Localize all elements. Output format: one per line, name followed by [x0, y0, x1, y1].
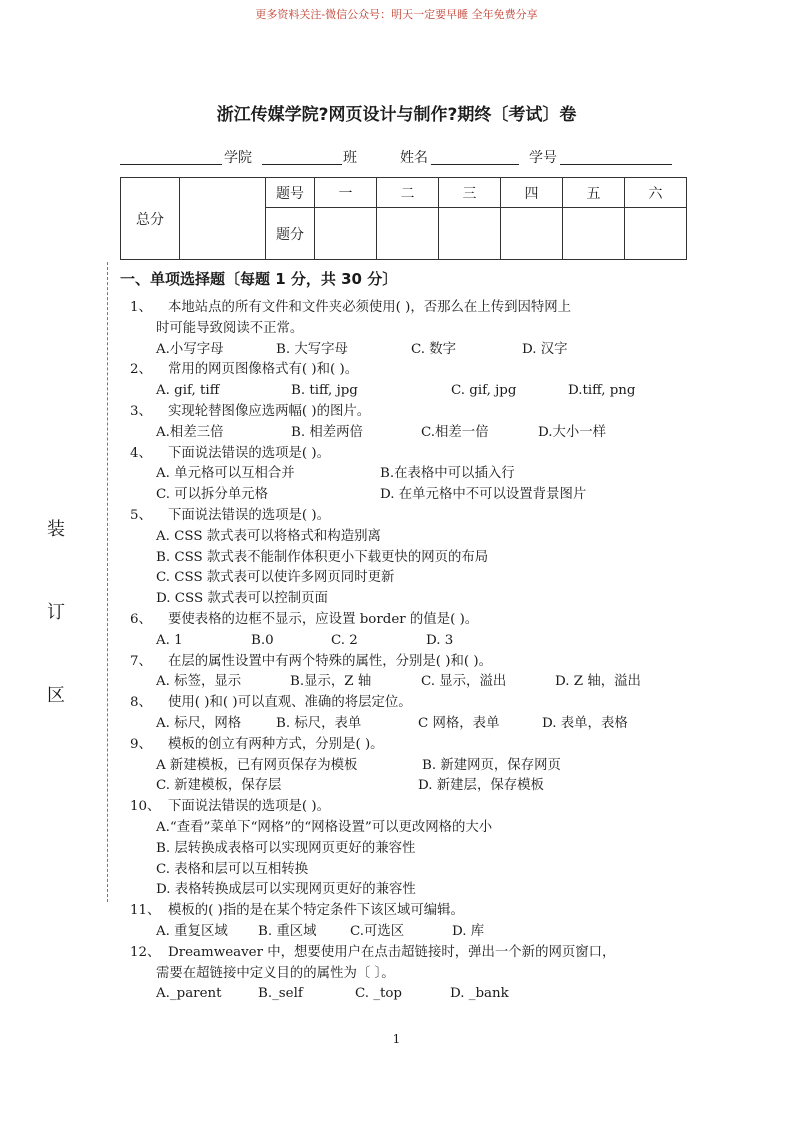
score-cell: [563, 208, 625, 260]
option: B. tiff, jpg: [291, 383, 358, 399]
question-list: [130, 298, 690, 1005]
option: D. 表格转换成层可以实现网页更好的兼容性: [156, 882, 416, 898]
score-cell: [439, 208, 501, 260]
option: C. 新建模板，保存层: [156, 778, 282, 794]
option: D. 库: [452, 923, 485, 939]
option: B. 新建网页，保存网页: [422, 757, 561, 773]
section-title: 一、单项选择题〔每题 1 分，共 30 分〕: [120, 270, 398, 288]
option: A._parent: [156, 986, 222, 1002]
option-row: [130, 568, 690, 589]
option: A. CSS 款式表可以将格式和构造别离: [156, 528, 381, 544]
option: D.大小一样: [538, 424, 607, 440]
option: D. 3: [426, 632, 454, 648]
option: C. 可以拆分单元格: [156, 487, 269, 503]
option: C. _top: [355, 986, 402, 1002]
question-number: 3、: [130, 403, 152, 419]
question-text: 要使表格的边框不显示，应设置 border 的值是( )。: [168, 611, 479, 627]
question-item: [130, 735, 690, 797]
option-row: [130, 714, 690, 735]
option-row: [130, 776, 690, 797]
option-row: [130, 818, 690, 839]
name-label: 姓名: [400, 150, 428, 166]
option-row: [130, 984, 690, 1005]
option: D. 新建层，保存模板: [418, 778, 544, 794]
class-label: 班: [343, 150, 357, 166]
option: B. 相差两倍: [291, 424, 363, 440]
question-item: [130, 610, 690, 652]
question-number: 10、: [130, 799, 161, 815]
question-number: 9、: [130, 736, 152, 752]
name-blank: [431, 164, 519, 165]
class-blank: [262, 164, 342, 165]
option-row: [130, 839, 690, 860]
question-number: 7、: [130, 653, 152, 669]
option: D. 在单元格中不可以设置背景图片: [380, 487, 587, 503]
page-number: 1: [392, 1032, 401, 1046]
option: C. 表格和层可以互相转换: [156, 861, 309, 877]
question-number: 12、: [130, 944, 161, 960]
question-text: Dreamweaver 中，想要使用户在点击超链接时，弹出一个新的网页窗口，: [168, 944, 616, 960]
option-row: [130, 464, 690, 485]
binding-char: 订: [47, 602, 65, 623]
score-cell: [315, 208, 377, 260]
option: A. 重复区域: [156, 923, 228, 939]
score-cell: [377, 208, 439, 260]
question-number: 4、: [130, 445, 152, 461]
question-text: 下面说法错误的选项是( )。: [168, 445, 331, 461]
student-id-label: 学号: [529, 150, 557, 166]
score-cell: [501, 208, 563, 260]
exam-title: 浙江传媒学院?网页设计与制作?期终〔考试〕卷: [216, 105, 577, 125]
question-item: [130, 360, 690, 402]
question-item: [130, 797, 690, 901]
col-header: 二: [377, 178, 439, 208]
option-row: [130, 672, 690, 693]
option-row: [130, 756, 690, 777]
option: A 新建模板，已有网页保存为模板: [156, 757, 358, 773]
question-text: 使用( )和( )可以直观、准确的将层定位。: [168, 695, 412, 711]
col-header: 六: [625, 178, 687, 208]
col-header: 四: [501, 178, 563, 208]
option: C. gif, jpg: [451, 383, 517, 399]
question-item: [130, 506, 690, 610]
score-cell: [625, 208, 687, 260]
question-number: 6、: [130, 611, 152, 627]
option: C. CSS 款式表可以使许多网页同时更新: [156, 570, 395, 586]
question-number: 8、: [130, 695, 152, 711]
option: C. 数字: [411, 341, 457, 357]
option-row: [130, 631, 690, 652]
total-score-cell: [180, 178, 266, 260]
question-item: [130, 943, 690, 1005]
question-item: [130, 402, 690, 444]
option-row: [130, 423, 690, 444]
question-item: [130, 298, 690, 360]
row-label-number: 题号: [266, 178, 315, 208]
question-text: 模板的创立有两种方式，分别是( )。: [168, 736, 384, 752]
option: B.0: [251, 632, 274, 648]
option: A.相差三倍: [156, 424, 224, 440]
binding-char: 装: [47, 519, 65, 540]
question-text: 在层的属性设置中有两个特殊的属性，分别是( )和( )。: [168, 653, 493, 669]
option-row: [130, 381, 690, 402]
option: B. 大写字母: [276, 341, 348, 357]
question-text: 下面说法错误的选项是( )。: [168, 507, 331, 523]
question-number: 2、: [130, 362, 152, 378]
option: C.相差一倍: [421, 424, 489, 440]
question-text-cont: 需要在超链接中定义目的的属性为〔 〕。: [156, 965, 395, 981]
col-header: 一: [315, 178, 377, 208]
college-label: 学院: [224, 150, 252, 166]
total-label: 总分: [121, 178, 180, 260]
option: B.在表格中可以插入行: [380, 466, 515, 482]
option: C. 显示，溢出: [421, 674, 507, 690]
score-table: [120, 177, 687, 260]
option: A. 1: [156, 632, 183, 648]
option-row: [130, 589, 690, 610]
question-number: 5、: [130, 507, 152, 523]
option-row: [130, 922, 690, 943]
option-row: [130, 527, 690, 548]
option: D. Z 轴，溢出: [555, 674, 641, 690]
question-number: 1、: [130, 300, 152, 315]
option: B.显示，Z 轴: [290, 674, 372, 690]
question-item: [130, 901, 690, 943]
option: C.可选区: [350, 923, 405, 939]
college-blank: [120, 164, 222, 165]
question-text: 下面说法错误的选项是( )。: [168, 799, 331, 815]
col-header: 五: [563, 178, 625, 208]
option: B._self: [258, 986, 303, 1002]
binding-char: 区: [47, 685, 65, 706]
option: D. _bank: [450, 986, 509, 1002]
question-text: 模板的( )指的是在某个特定条件下该区域可编辑。: [168, 903, 464, 919]
option: A.“查看”菜单下“网格”的“网格设置”可以更改网格的大小: [156, 819, 493, 835]
student-id-blank: [560, 164, 672, 165]
question-number: 11、: [130, 903, 161, 919]
option: B. CSS 款式表不能制作体积更小下载更快的网页的布局: [156, 549, 489, 565]
promo-banner: 更多资料关注-微信公众号：明天一定要早睡 全年免费分享: [255, 8, 538, 21]
option: A. 标签，显示: [156, 674, 242, 690]
option-row: [130, 880, 690, 901]
option-row: [130, 485, 690, 506]
option-row: [130, 340, 690, 361]
question-text: 实现轮替图像应选两幅( )的图片。: [168, 403, 371, 419]
option: D. 表单，表格: [542, 715, 628, 731]
option: D. CSS 款式表可以控制页面: [156, 591, 328, 607]
question-item: [130, 652, 690, 694]
option: D. 汉字: [522, 341, 568, 357]
option: B. 重区域: [258, 923, 317, 939]
option: A. 单元格可以互相合并: [156, 466, 295, 482]
question-text: 本地站点的所有文件和文件夹必须使用( )，否那么在上传到因特网上: [168, 300, 572, 315]
option: A. 标尺，网格: [156, 715, 242, 731]
student-info-line: [120, 147, 680, 167]
option-row: [130, 548, 690, 569]
question-text-cont: 时可能导致阅读不正常。: [156, 320, 304, 336]
question-item: [130, 444, 690, 506]
option: A.小写字母: [156, 341, 224, 357]
question-text: 常用的网页图像格式有( )和( )。: [168, 362, 359, 378]
option: D.tiff, png: [568, 383, 636, 399]
option: C. 2: [331, 632, 358, 648]
option: B. 标尺，表单: [276, 715, 362, 731]
option: B. 层转换成表格可以实现网页更好的兼容性: [156, 840, 416, 856]
option: A. gif, tiff: [156, 383, 220, 399]
option-row: [130, 860, 690, 881]
col-header: 三: [439, 178, 501, 208]
option: C 网格，表单: [418, 715, 500, 731]
question-item: [130, 693, 690, 735]
binding-line: [107, 262, 108, 902]
row-label-score: 题分: [266, 208, 315, 260]
